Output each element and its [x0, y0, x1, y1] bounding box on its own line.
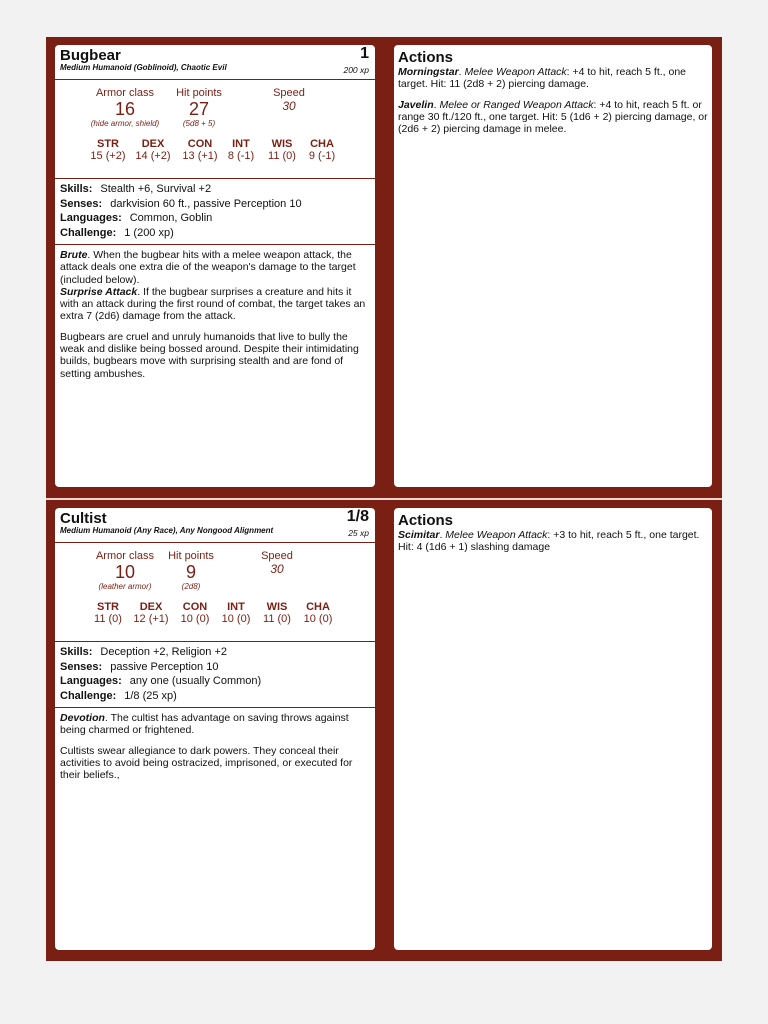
stat-header: [55, 508, 375, 543]
ability-cha: [296, 138, 348, 162]
speed-label: Speed: [273, 87, 305, 99]
armor-class-note: (hide armor, shield): [90, 119, 160, 128]
languages-line: [60, 211, 370, 226]
hit-points: [167, 87, 231, 128]
ability-name: CON: [187, 138, 213, 150]
ability-value: 10 (0): [221, 613, 251, 625]
action-name: Scimitar: [398, 529, 440, 541]
hit-points-value: 9: [185, 562, 196, 582]
ability-name: STR: [97, 138, 119, 150]
senses-label: Senses:: [60, 660, 103, 673]
action-text: : +4 to hit, reach 5 ft., one target. Hit: 11 (2d8 + 2) piercing damage.: [398, 66, 687, 91]
armor-class-label: Armor class: [95, 87, 155, 99]
action: Morningstar. Melee Weapon Attack: +4 to hit, reach 5 ft., one target. Hit: 11 (2d8 + 2) piercing damage.: [398, 66, 687, 91]
armor-class-note: (leather armor): [98, 582, 152, 591]
challenge-rating: 1/8: [346, 508, 369, 525]
hit-points: [159, 550, 223, 591]
monster-type: Medium Humanoid (Goblinoid), Chaotic Evil: [60, 63, 227, 72]
skills-value: Stealth +6, Survival +2: [100, 183, 212, 195]
languages-label: Languages:: [60, 675, 122, 687]
ability-name: STR: [97, 601, 119, 613]
languages-line: [60, 674, 370, 689]
armor-class-value: 16: [114, 99, 136, 119]
languages-value: any one (usually Common): [129, 675, 262, 687]
actions-title: Actions: [398, 49, 454, 66]
senses-line: [60, 660, 370, 675]
ability-value: 15 (+2): [90, 150, 126, 162]
ability-name: WIS: [266, 601, 288, 613]
armor-class: [89, 87, 161, 128]
hit-points-note: (5d8 + 5): [182, 119, 216, 128]
trait-text: . If the bugbear surprises a creature and hits it with an attack during the first round of combat, the target takes an extra 7 (2d6) damage from the attack.: [60, 285, 366, 323]
challenge-rating: 1: [360, 45, 369, 62]
speed-label: Speed: [261, 550, 293, 562]
hit-points-value: 27: [188, 99, 210, 119]
trait-text: . The cultist has advantage on saving throws against being charmed or frightened.: [60, 712, 349, 737]
challenge-value: 1/8 (25 xp): [124, 689, 177, 702]
hit-points-label: Hit points: [168, 550, 214, 562]
monster-type: Medium Humanoid (Any Race), Any Nongood Alignment: [60, 526, 274, 535]
action-text: : +3 to hit, reach 5 ft., one target. Hit: 4 (1d6 + 1) slashing damage: [398, 529, 700, 554]
ability-value: 11 (0): [94, 613, 122, 625]
ability-cha: [292, 601, 344, 625]
skills-label: Skills:: [60, 646, 93, 658]
armor-class: [89, 550, 161, 591]
senses-label: Senses:: [60, 197, 103, 210]
action-type: Melee Weapon Attack: [445, 529, 548, 541]
monster-name: Bugbear: [60, 47, 121, 64]
ability-value: 10 (0): [303, 613, 333, 625]
challenge-value: 1 (200 xp): [124, 226, 174, 239]
actions-title: Actions: [398, 512, 454, 529]
trait-name: Devotion: [60, 712, 105, 724]
trait-name: Brute: [60, 249, 88, 261]
ability-name: CHA: [310, 138, 334, 150]
traits: [55, 245, 375, 384]
ability-scores: [55, 595, 375, 642]
skills-line: [60, 645, 370, 660]
traits: [55, 708, 375, 785]
ability-value: 10 (0): [180, 613, 210, 625]
hit-points-note: (2d8): [181, 582, 201, 591]
languages-label: Languages:: [60, 212, 122, 224]
skills-label: Skills:: [60, 183, 93, 195]
ability-value: 14 (+2): [135, 150, 171, 162]
armor-class-value: 10: [114, 562, 136, 582]
actions-panel-cultist: [394, 508, 712, 950]
vitals: [55, 80, 375, 132]
challenge-label: Challenge:: [60, 226, 117, 239]
ability-name: WIS: [271, 138, 293, 150]
trait: [60, 712, 370, 737]
card-sheet: [46, 37, 722, 961]
action-name: Morningstar: [398, 66, 459, 78]
trait: [60, 249, 370, 286]
stat-header: [55, 45, 375, 80]
ability-value: 8 (-1): [227, 150, 255, 162]
hit-points-label: Hit points: [176, 87, 222, 99]
ability-dex: [127, 138, 179, 162]
ability-name: DEX: [139, 601, 163, 613]
skills-line: [60, 182, 370, 197]
ability-value: 9 (-1): [308, 150, 336, 162]
senses-value: darkvision 60 ft., passive Perception 10: [110, 197, 302, 210]
ability-name: INT: [232, 138, 250, 150]
ability-name: INT: [227, 601, 245, 613]
action-type: Melee or Ranged Weapon Attack: [439, 98, 594, 111]
properties: [55, 179, 375, 245]
vitals: [55, 543, 375, 595]
ability-scores: [55, 132, 375, 179]
speed: [261, 87, 317, 113]
xp-value: 25 xp: [348, 528, 369, 538]
ability-value: 11 (0): [263, 613, 291, 625]
action-text: : +4 to hit, reach 5 ft. or range 30 ft./120 ft., one target. Hit: 5 (1d6 + 2) piercing damage, or (2d6 + 2) piercing damage in melee.: [398, 98, 708, 136]
stat-block-cultist: [55, 508, 375, 950]
speed-value: 30: [270, 562, 284, 576]
ability-value: 11 (0): [268, 150, 296, 162]
ability-name: CHA: [306, 601, 330, 613]
actions-list: [394, 66, 712, 135]
armor-class-label: Armor class: [95, 550, 155, 562]
stat-block-bugbear: [55, 45, 375, 487]
senses-value: passive Perception 10: [110, 660, 219, 673]
actions-panel-bugbear: [394, 45, 712, 487]
action-type: Melee Weapon Attack: [464, 66, 567, 78]
action: Scimitar. Melee Weapon Attack: +3 to hit, reach 5 ft., one target. Hit: 4 (1d6 + 1) slashing damage: [398, 529, 700, 554]
xp-value: 200 xp: [343, 65, 369, 75]
challenge-label: Challenge:: [60, 689, 117, 702]
skills-value: Deception +2, Religion +2: [100, 646, 227, 658]
challenge-line: [60, 689, 370, 704]
ability-name: CON: [182, 601, 208, 613]
ability-name: DEX: [141, 138, 165, 150]
languages-value: Common, Goblin: [129, 212, 213, 224]
senses-line: [60, 197, 370, 212]
speed: [249, 550, 305, 576]
card-divider: [46, 498, 722, 500]
ability-value: 13 (+1): [182, 150, 218, 162]
trait-name: Surprise Attack: [60, 285, 138, 298]
description: Bugbears are cruel and unruly humanoids that live to bully the weak and dislike being bossed around. Despite their intimidating builds, bugbears move with surprising stealth and are fond of setting ambushes.: [60, 330, 359, 380]
challenge-line: [60, 226, 370, 241]
trait-text: . When the bugbear hits with a melee weapon attack, the attack deals one extra die of the weapon's damage to the target (included below).: [60, 249, 356, 286]
monster-name: Cultist: [60, 510, 107, 527]
action-name: Javelin: [398, 98, 434, 111]
description: Cultists swear allegiance to dark powers. They conceal their activities to avoid being ostracized, imprisoned, or executed for their beliefs.,: [60, 744, 353, 782]
speed-value: 30: [282, 99, 296, 113]
trait: [60, 286, 370, 323]
actions-list: [394, 529, 712, 554]
ability-value: 12 (+1): [133, 613, 169, 625]
properties: [55, 642, 375, 708]
action: Javelin. Melee or Ranged Weapon Attack: +4 to hit, reach 5 ft. or range 30 ft./120 ft., one target. Hit: 5 (1d6 + 2) piercing damage, or (2d6 + 2) piercing damage in melee.: [398, 98, 708, 136]
